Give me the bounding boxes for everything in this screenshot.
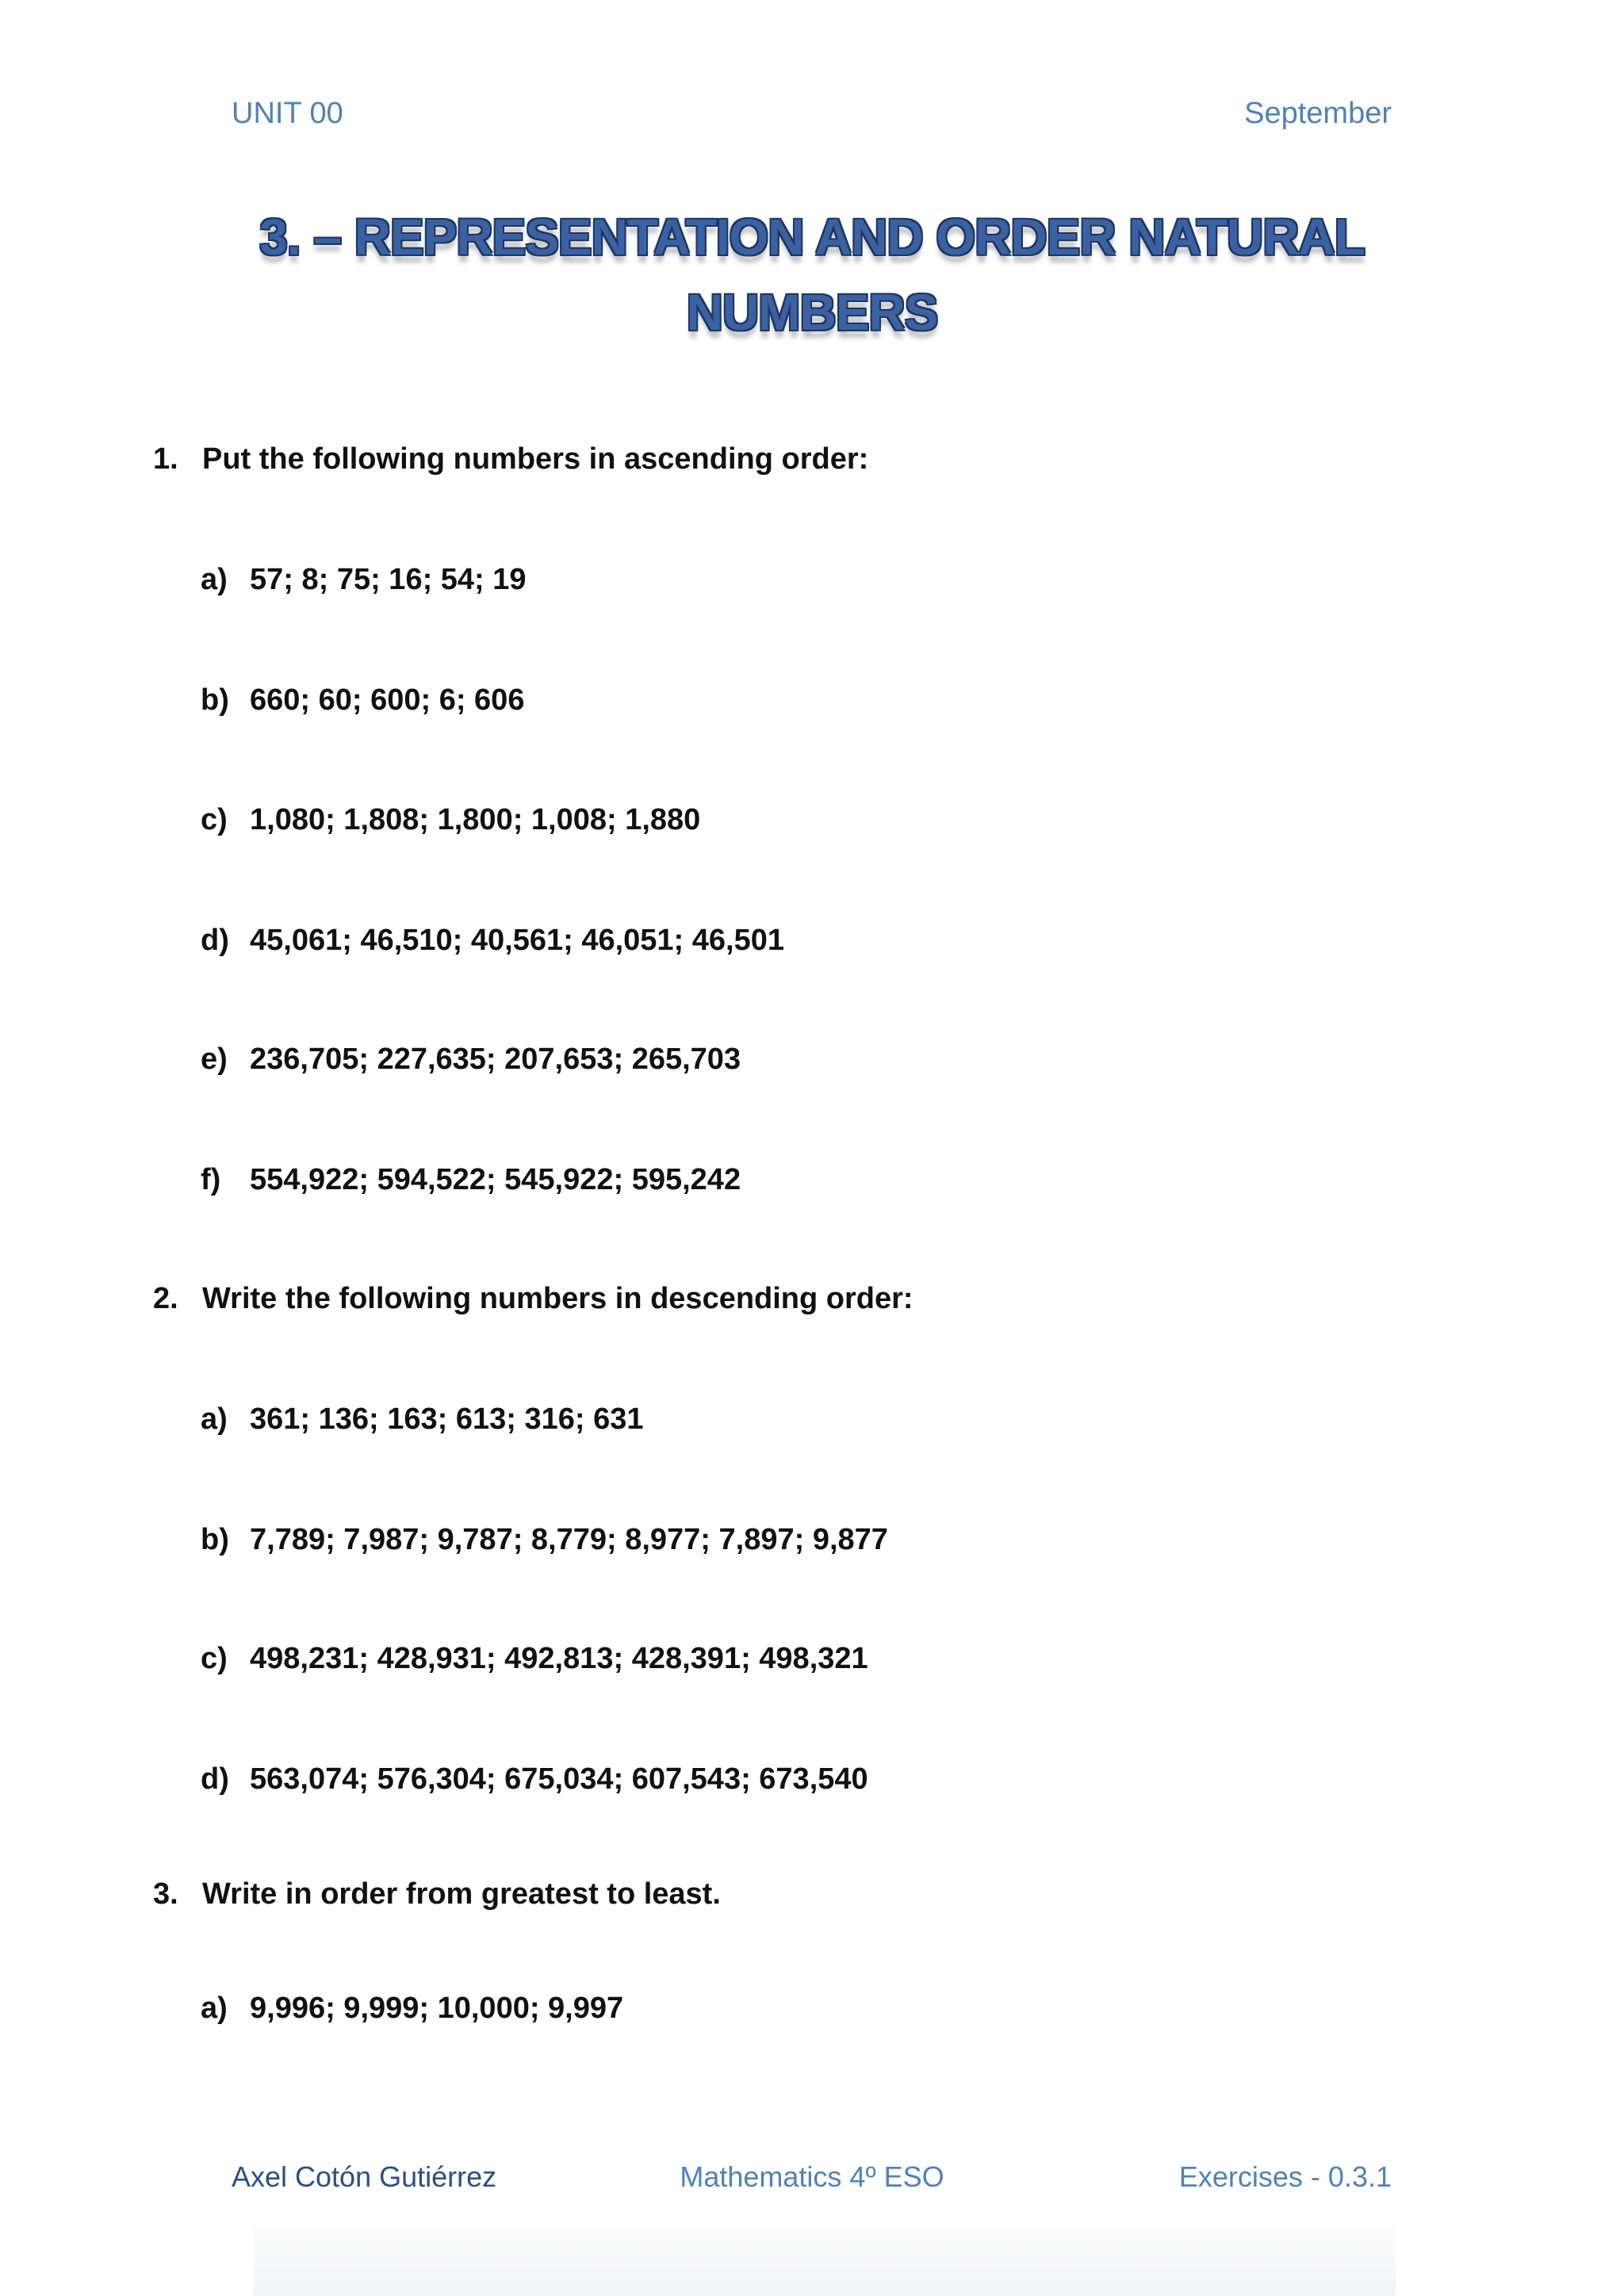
- item-text: 7,789; 7,987; 9,787; 8,779; 8,977; 7,897; 9,877: [250, 1523, 888, 1556]
- question-text: Write in order from greatest to least.: [202, 1877, 721, 1911]
- item-text: 361; 136; 163; 613; 316; 631: [250, 1402, 644, 1436]
- item-letter: b): [201, 1523, 229, 1556]
- question-text: Write the following numbers in descending order:: [202, 1282, 914, 1315]
- item-text: 563,074; 576,304; 675,034; 607,543; 673,540: [250, 1762, 868, 1796]
- exercise-item: [201, 683, 524, 718]
- footer-page: Exercises - 0.3.1: [1178, 2160, 1392, 2193]
- item-text: 57; 8; 75; 16; 54; 19: [250, 563, 527, 596]
- item-letter: a): [201, 1402, 228, 1436]
- page-title-line-1: 3. – REPRESENTATION AND ORDER NATURAL: [259, 209, 1365, 266]
- item-letter: e): [201, 1043, 228, 1076]
- item-letter: d): [201, 1762, 229, 1796]
- item-letter: f): [201, 1163, 221, 1196]
- footer-author: Axel Cotón Gutiérrez: [232, 2160, 497, 2193]
- item-letter: b): [201, 683, 229, 717]
- exercise-item: [201, 924, 784, 958]
- exercise-item: [201, 1992, 623, 2026]
- question-number: 1.: [153, 442, 178, 476]
- page-title-line-2: NUMBERS: [686, 284, 938, 341]
- question-number: 2.: [153, 1282, 178, 1315]
- footer-shade: [254, 2212, 1396, 2296]
- item-text: 1,080; 1,808; 1,800; 1,008; 1,880: [250, 803, 701, 836]
- item-text: 45,061; 46,510; 40,561; 46,051; 46,501: [250, 924, 784, 957]
- header-month: September: [1244, 97, 1392, 130]
- item-letter: a): [201, 563, 228, 596]
- header-unit: UNIT 00: [232, 97, 343, 130]
- item-letter: a): [201, 1992, 228, 2025]
- item-text: 9,996; 9,999; 10,000; 9,997: [250, 1992, 624, 2025]
- item-text: 236,705; 227,635; 207,653; 265,703: [250, 1043, 741, 1076]
- exercise-item: [201, 1402, 643, 1437]
- exercise-item: [201, 1163, 741, 1197]
- item-letter: c): [201, 1642, 228, 1675]
- question-1: [153, 442, 868, 476]
- exercise-item: [201, 1523, 888, 1557]
- exercise-item: [201, 1642, 868, 1676]
- question-number: 3.: [153, 1877, 178, 1911]
- exercise-item: [201, 1762, 868, 1797]
- question-text: Put the following numbers in ascending order:: [202, 442, 869, 476]
- item-letter: d): [201, 924, 229, 957]
- question-2: [153, 1282, 914, 1316]
- item-text: 554,922; 594,522; 545,922; 595,242: [250, 1163, 741, 1196]
- item-letter: c): [201, 803, 228, 836]
- item-text: 660; 60; 600; 6; 606: [250, 683, 525, 717]
- question-3: [153, 1877, 721, 1911]
- footer-course: Mathematics 4º ESO: [680, 2160, 944, 2193]
- exercise-item: [201, 803, 700, 837]
- exercise-item: [201, 563, 527, 597]
- exercise-item: [201, 1043, 741, 1077]
- item-text: 498,231; 428,931; 492,813; 428,391; 498,321: [250, 1642, 868, 1675]
